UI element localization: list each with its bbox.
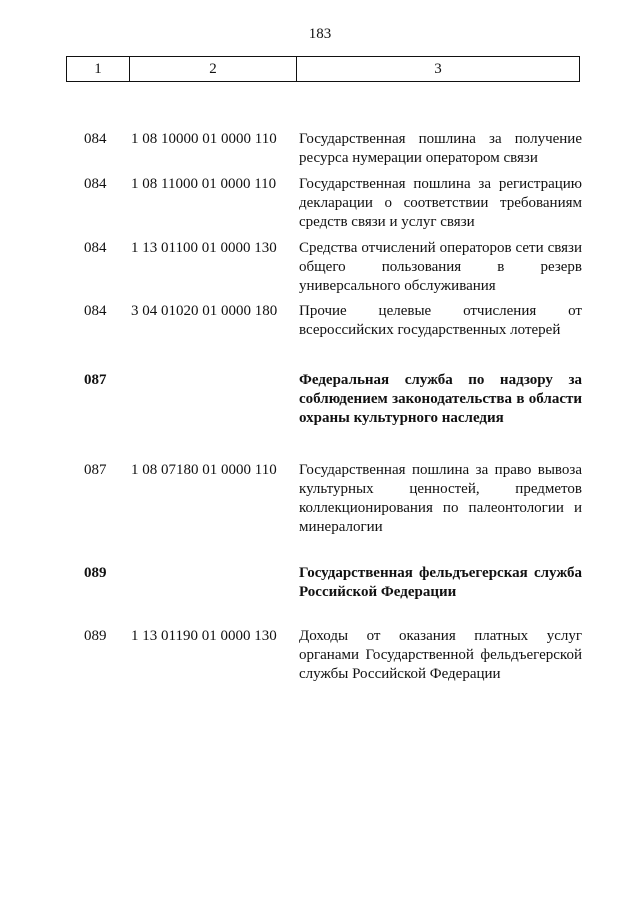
- income-description: Средства отчислений операторов сети связи общего пользования в резерв универсального обслуживания: [299, 240, 582, 294]
- income-description: Государственная пошлина за получение ресурса нумерации оператором связи: [299, 131, 582, 166]
- income-description: Прочие целевые отчисления от всероссийских государственных лотерей: [299, 303, 582, 338]
- column-header-2: 2: [130, 57, 297, 81]
- page-number: 183: [308, 26, 332, 42]
- admin-code: 084: [84, 303, 107, 319]
- kbk-code: 1 08 07180 01 0000 110: [131, 462, 277, 478]
- income-description: Государственная пошлина за право вывоза культурных ценностей, предметов коллекционирования по палеонтологии и минералогии: [299, 462, 582, 535]
- column-header-row: [66, 56, 580, 82]
- kbk-code: 3 04 01020 01 0000 180: [131, 303, 278, 319]
- income-description: Доходы от оказания платных услуг органами Государственной фельдъегерской службы Российской Федерации: [299, 628, 582, 682]
- kbk-code: 1 08 10000 01 0000 110: [131, 131, 277, 147]
- admin-code: 089: [84, 628, 107, 644]
- agency-name: Федеральная служба по надзору за соблюдением законодательства в области охраны культурного наследия: [299, 372, 582, 426]
- admin-code: 087: [84, 462, 107, 478]
- admin-code: 084: [84, 176, 107, 192]
- column-header-3: 3: [434, 60, 442, 77]
- income-description: Государственная пошлина за регистрацию декларации о соответствии требованиям средств связи и услуг связи: [299, 176, 582, 230]
- admin-code: 087: [84, 372, 107, 388]
- admin-code: 084: [84, 131, 107, 147]
- kbk-code: 1 13 01190 01 0000 130: [131, 628, 277, 644]
- kbk-code: 1 08 11000 01 0000 110: [131, 176, 277, 192]
- admin-code: 084: [84, 240, 107, 256]
- agency-name: Государственная фельдъегерская служба Российской Федерации: [299, 565, 582, 600]
- kbk-code: 1 13 01100 01 0000 130: [131, 240, 277, 256]
- admin-code: 089: [84, 565, 107, 581]
- column-header-1: 1: [67, 57, 130, 81]
